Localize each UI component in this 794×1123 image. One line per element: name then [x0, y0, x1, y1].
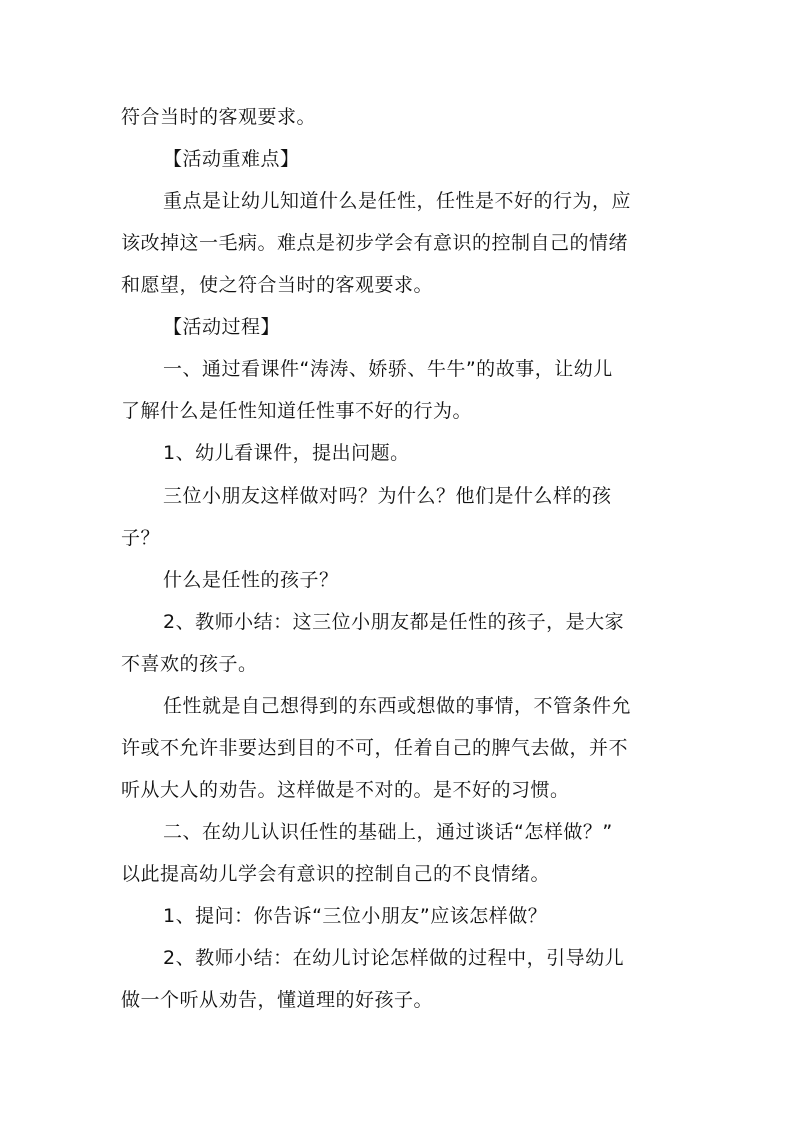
text-line: 该改掉这一毛病。难点是初步学会有意识的控制自己的情绪: [121, 232, 629, 254]
text-line: 符合当时的客观要求。: [121, 106, 317, 128]
text-line: 做一个听从劝告，懂道理的好孩子。: [121, 989, 434, 1011]
text-line: 二、在幼儿认识任性的基础上，通过谈话“怎样做？”: [163, 821, 613, 843]
text-line: 一、通过看课件“涛涛、娇骄、牛牛”的故事，让幼儿: [163, 358, 613, 380]
text-line: 1、幼儿看课件，提出问题。: [163, 442, 410, 464]
text-line: 2、教师小结：在幼儿讨论怎样做的过程中，引导幼儿: [163, 947, 625, 969]
text-line: 听从大人的劝告。这样做是不对的。是不好的习惯。: [121, 779, 570, 801]
text-line: 许或不允许非要达到目的不可，任着自己的脾气去做，并不: [121, 737, 629, 759]
text-line: 2、教师小结：这三位小朋友都是任性的孩子，是大家: [163, 611, 625, 633]
text-line: 子？: [121, 527, 161, 549]
text-line: 任性就是自己想得到的东西或想做的事情，不管条件允: [163, 695, 632, 717]
text-line: 以此提高幼儿学会有意识的控制自己的不良情绪。: [121, 863, 551, 885]
section-heading: 【活动过程】: [163, 316, 281, 338]
text-line: 不喜欢的孩子。: [121, 653, 258, 675]
text-line: 了解什么是任性知道任性事不好的行为。: [121, 400, 473, 422]
text-line: 重点是让幼儿知道什么是任性，任性是不好的行为，应: [163, 190, 632, 212]
text-line: 三位小朋友这样做对吗？为什么？他们是什么样的孩: [163, 485, 612, 507]
text-line: 和愿望，使之符合当时的客观要求。: [121, 274, 434, 296]
text-line: 1、提问：你告诉“三位小朋友”应该怎样做？: [163, 905, 548, 927]
text-line: 什么是任性的孩子？: [163, 569, 339, 591]
section-heading: 【活动重难点】: [163, 148, 300, 170]
